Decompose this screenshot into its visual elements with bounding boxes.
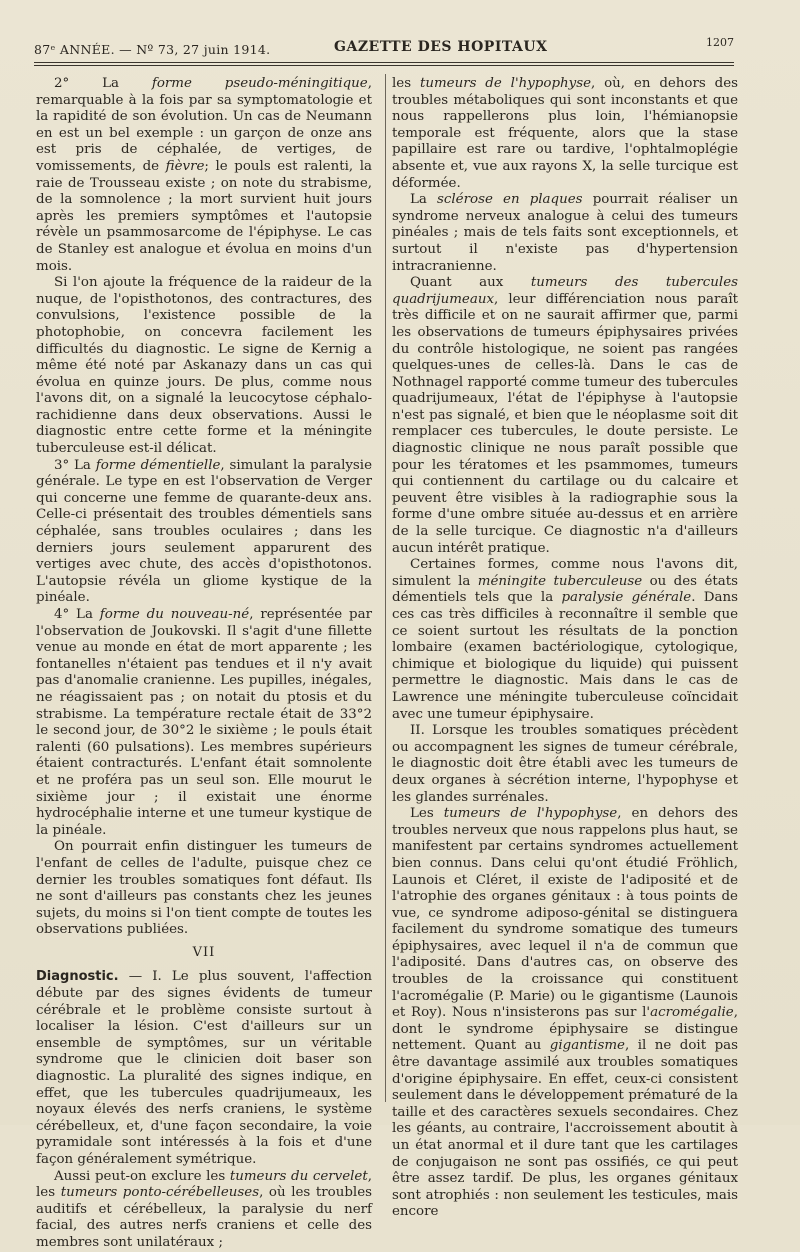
paragraph-quadrijumeaux: Quant aux tumeurs des tubercules quadrijumeaux, leur différenciation nous paraît très difficile et on ne saurait affirmer que, parmi les observations de tumeurs épiphysaires privées du contrôle histologique, ne soient pas rangées quelques-unes de celles-là. Dans le cas de Nothnagel rapporté comme tumeur des tubercules quadrijumeaux, l'état de l'épiphyse à l'autopsie n'est pas signalé, et bien que le néoplasme soit dit remplacer ces tubercules, le doute persiste. Le diagnostic clinique ne nous paraît possible que pour les tératomes et les psammomes, tumeurs qui contiennent du cartilage ou du calcaire et peuvent être visibles à la radiographie sous la forme d'une ombre située au-dessus et en arrière de la selle turcique. Ce diagnostic n'a d'ailleurs aucun intérêt pratique.	[392, 275, 738, 556]
paragraph-pseudo-meningitique: 2° La forme pseudo-méningitique, remarquable à la fois par sa symptomatologie et la rapidité de son évolution. Un cas de Neumann en est un bel exemple : un garçon de onze ans est pris de céphalée, de vertiges, de vomissements, de fièvre; le pouls est ralenti, la raie de Trousseau existe ; on note du strabisme, de la somnolence ; la mort survient huit jours après les premiers symptômes et l'autopsie révèle un psammosarcome de l'épiphyse. Le cas de Stanley est analogue et évolua en moins d'un mois.	[36, 76, 372, 274]
paragraph-difficultes: Si l'on ajoute la fréquence de la raideur de la nuque, de l'opisthotonos, des contractures, des convulsions, l'existence possible de la photophobie, on concevra facilement les difficultés du diagnostic. Le signe de Kernig a même été noté par Askanazy dans un cas qui évolua en quinze jours. De plus, comme nous l'avons dit, on a signalé la leucocytose céphalo-rachidienne dans deux observations. Aussi le diagnostic entre cette forme et la méningite tuberculeuse est-il délicat.	[36, 275, 372, 457]
left-column	[36, 76, 372, 1252]
header-rule	[34, 62, 734, 63]
diagnostic-heading: Diagnostic.	[36, 969, 119, 985]
section-number: VII	[192, 944, 216, 960]
column-divider	[385, 74, 386, 1102]
paragraph-syndromes: Les tumeurs de l'hypophyse, en dehors des troubles nerveux que nous rappelons plus haut, se manifestent par certains syndromes actuellement bien connus. Dans celui qu'ont étudié Fröhlich, Launois et Cléret, il existe de l'adiposité et de l'atrophie des organes génitaux : à tous points de vue, ce syndrome adiposo-génital se distinguera facilement du syndrome somatique des tumeurs épiphysaires, avec lequel il n'a de commun que l'adiposité. Dans d'autres cas, on observe des troubles de la croissance qui constituent l'acromégalie (P. Marie) ou le gigantisme (Launois et Roy). Nous n'insisterons pas sur l'acromégalie, dont le syndrome épiphysaire se distingue nettement. Quant au gigantisme, il ne doit pas être davantage assimilé aux troubles somatiques d'origine épiphysaire. En effet, ceux-ci consistent seulement dans le développement prématuré de la taille et des caractères sexuels secondaires. Chez les géants, au contraire, l'accroissement aboutit à un état anormal et il dure tant que les cartilages de conjugaison ne sont pas ossifiés, ce qui peut être assez tardif. De plus, les organes génitaux sont atrophiés : non seulement les testicules, mais encore	[392, 806, 738, 1220]
paragraph-formes: Certaines formes, comme nous l'avons dit, simulent la méningite tuberculeuse ou des états démentiels tels que la paralysie générale. Dans ces cas très difficiles à reconnaître il semble que ce soient surtout les résultats de la ponction lombaire (examen bactériologique, cytologique, chimique et biologique du liquide) qui puissent permettre le diagnostic. Mais dans le cas de Lawrence une méningite tuberculeuse coïncidait avec une tumeur épiphysaire.	[392, 557, 739, 722]
paragraph-enfant-adulte: On pourrait enfin distinguer les tumeurs de l'enfant de celles de l'adulte, puisque chez ce dernier les troubles somatiques font défaut. Ils ne sont d'ailleurs pas constants chez les jeunes sujets, du moins si l'on tient compte de toutes les observations publiées.	[36, 839, 372, 938]
paragraph-exclure: Aussi peut-on exclure les tumeurs du cervelet, les tumeurs ponto-cérébelleuses, où les troubles auditifs et cérébelleux, la paralysie du nerf facial, des autres nerfs craniens et celle des membres sont unilatéraux ;	[36, 1168, 372, 1250]
paragraph-troubles-somatiques: II. Lorsque les troubles somatiques précèdent ou accompagnent les signes de tumeur cérébrale, le diagnostic doit être établi avec les tumeurs de deux organes à sécrétion interne, l'hypophyse et les glandes surrénales.	[392, 723, 738, 805]
page-header	[34, 36, 734, 60]
paragraph-hypophyse: les tumeurs de l'hypophyse, où, en dehors des troubles métaboliques qui sont inconstants et que nous rappellerons plus loin, l'hémianopsie temporale est fréquente, alors que la stase papillaire est rare ou tardive, l'ophtalmoplégie absente et, vue aux rayons X, la selle turcique est déformée.	[392, 76, 738, 191]
right-column	[392, 76, 738, 1221]
paragraph-diagnostic: Diagnostic. — I. Le plus souvent, l'affection débute par des signes évidents de tumeur cérébrale et le problème consiste surtout à localiser la lésion. C'est d'ailleurs sur un ensemble de symptômes, sur un véritable syndrome que le clinicien doit baser son diagnostic. La pluralité des signes indique, en effet, que les tubercules quadrijumeaux, les noyaux élevés des nerfs craniens, le système cérébelleux, et, d'une façon secondaire, la voie pyramidale sont intéressés à la fois et d'une façon généralement symétrique.	[36, 969, 372, 1167]
issue-line: 87ᵉ ANNÉE. — Nº 73, 27 juin 1914.	[34, 42, 271, 57]
header-rule-double	[34, 65, 734, 66]
page-number: 1207	[706, 36, 734, 49]
journal-title: GAZETTE DES HOPITAUX	[334, 39, 548, 55]
paragraph-sclerose: La sclérose en plaques pourrait réaliser un syndrome nerveux analogue à celui des tumeurs pinéales ; mais de tels faits sont exceptionnels, et surtout il n'existe pas d'hypertension intracranienne.	[392, 192, 739, 274]
paragraph-dementielle: 3° La forme démentielle, simulant la paralysie générale. Le type en est l'observation de Verger qui concerne une femme de quarante-deux ans. Celle-ci présentait des troubles démentiels sans céphalée, sans troubles oculaires ; dans les derniers jours seulement apparurent des vertiges avec chute, des accès d'opisthotonos. L'autopsie révéla un gliome kystique de la pinéale.	[36, 457, 373, 606]
paragraph-nouveau-ne: 4° La forme du nouveau-né, représentée par l'observation de Joukovski. Il s'agit d'une fillette venue au monde en état de mort apparente ; les fontanelles n'étaient pas tendues et il n'y avait pas d'anomalie cranienne. Les pupilles, inégales, ne réagissaient pas ; on notait du ptosis et du strabisme. La température rectale était de 33°2 le second jour, de 30°2 le sixième ; le pouls était ralenti (60 pulsations). Les membres supérieurs étaient contracturés. L'enfant était somnolente et ne proféra pas un seul son. Elle mourut le sixième jour ; il existait une énorme hydrocéphalie interne et une tumeur kystique de la pinéale.	[36, 607, 373, 838]
